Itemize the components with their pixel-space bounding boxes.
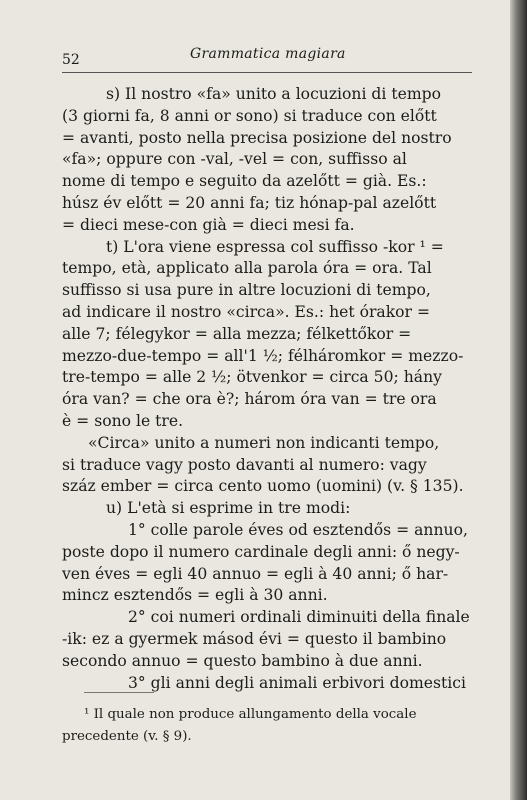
footnote-line: precedente (v. § 9).	[62, 729, 192, 744]
text-line: mezzo-due-tempo = all'1 ½; félháromkor = mezzo-	[62, 346, 464, 365]
text-line: secondo annuo = questo bambino à due anni.	[62, 651, 423, 670]
text-line: = avanti, posto nella precisa posizione del nostro	[62, 128, 452, 147]
text-line: száz ember = circa cento uomo (uomini) (v. § 135).	[62, 477, 464, 496]
text-line: tempo, età, applicato alla parola óra = ora. Tal	[62, 259, 432, 278]
text-line: ven éves = egli 40 annuo = egli à 40 anni; ő har-	[62, 564, 449, 583]
text-line: 3° gli anni degli animali erbivori domestici	[128, 673, 466, 692]
text-line: poste dopo il numero cardinale degli anni: ő negy-	[62, 542, 460, 561]
text-line: = dieci mese-con già = dieci mesi fa.	[62, 215, 355, 234]
text-line: nome di tempo e seguito da azelőtt = già. Es.:	[62, 172, 427, 191]
header-rule	[62, 72, 472, 73]
text-line: u) L'età si esprime in tre modi:	[106, 499, 351, 518]
text-line: è = sono le tre.	[62, 411, 184, 430]
text-line: mincz esztendős = egli à 30 anni.	[62, 586, 328, 605]
text-line: 2° coi numeri ordinali diminuiti della finale	[128, 608, 470, 627]
footnote-rule	[84, 692, 154, 693]
text-line: ad indicare il nostro «circa». Es.: het órakor =	[62, 302, 431, 321]
text-line: alle 7; félegykor = alla mezza; félkettőkor =	[62, 324, 412, 343]
running-title: Grammatica magiara	[190, 46, 346, 62]
text-line: suffisso si usa pure in altre locuzioni di tempo,	[62, 281, 431, 300]
text-line: «Circa» unito a numeri non indicanti tempo,	[88, 433, 440, 452]
footnote	[62, 704, 494, 748]
text-line: «fa»; oppure con -val, -vel = con, suffisso al	[62, 150, 407, 169]
text-line: óra van? = che ora è?; három óra van = tre ora	[62, 390, 437, 409]
text-line: 1° colle parole éves od esztendős = annuo,	[128, 520, 468, 539]
text-line: (3 giorni fa, 8 anni or sono) si traduce con előtt	[62, 106, 437, 125]
text-line: tre-tempo = alle 2 ½; ötvenkor = circa 50; hány	[62, 368, 442, 387]
page-header	[62, 46, 472, 70]
page-number: 52	[62, 52, 80, 68]
footnote-line: ¹ Il quale non produce allungamento della vocale	[84, 707, 417, 722]
text-line: si traduce vagy posto davanti al numero: vagy	[62, 455, 427, 474]
page-edge-shadow	[510, 0, 527, 800]
text-line: húsz év előtt = 20 anni fa; tiz hónap-pal azelőtt	[62, 193, 437, 212]
body-text	[62, 84, 488, 694]
text-line: s) Il nostro «fa» unito a locuzioni di tempo	[106, 85, 441, 103]
text-line: -ik: ez a gyermek másod évi = questo il bambino	[62, 629, 447, 648]
text-line: t) L'ora viene espressa col suffisso -kor ¹ =	[106, 237, 444, 256]
